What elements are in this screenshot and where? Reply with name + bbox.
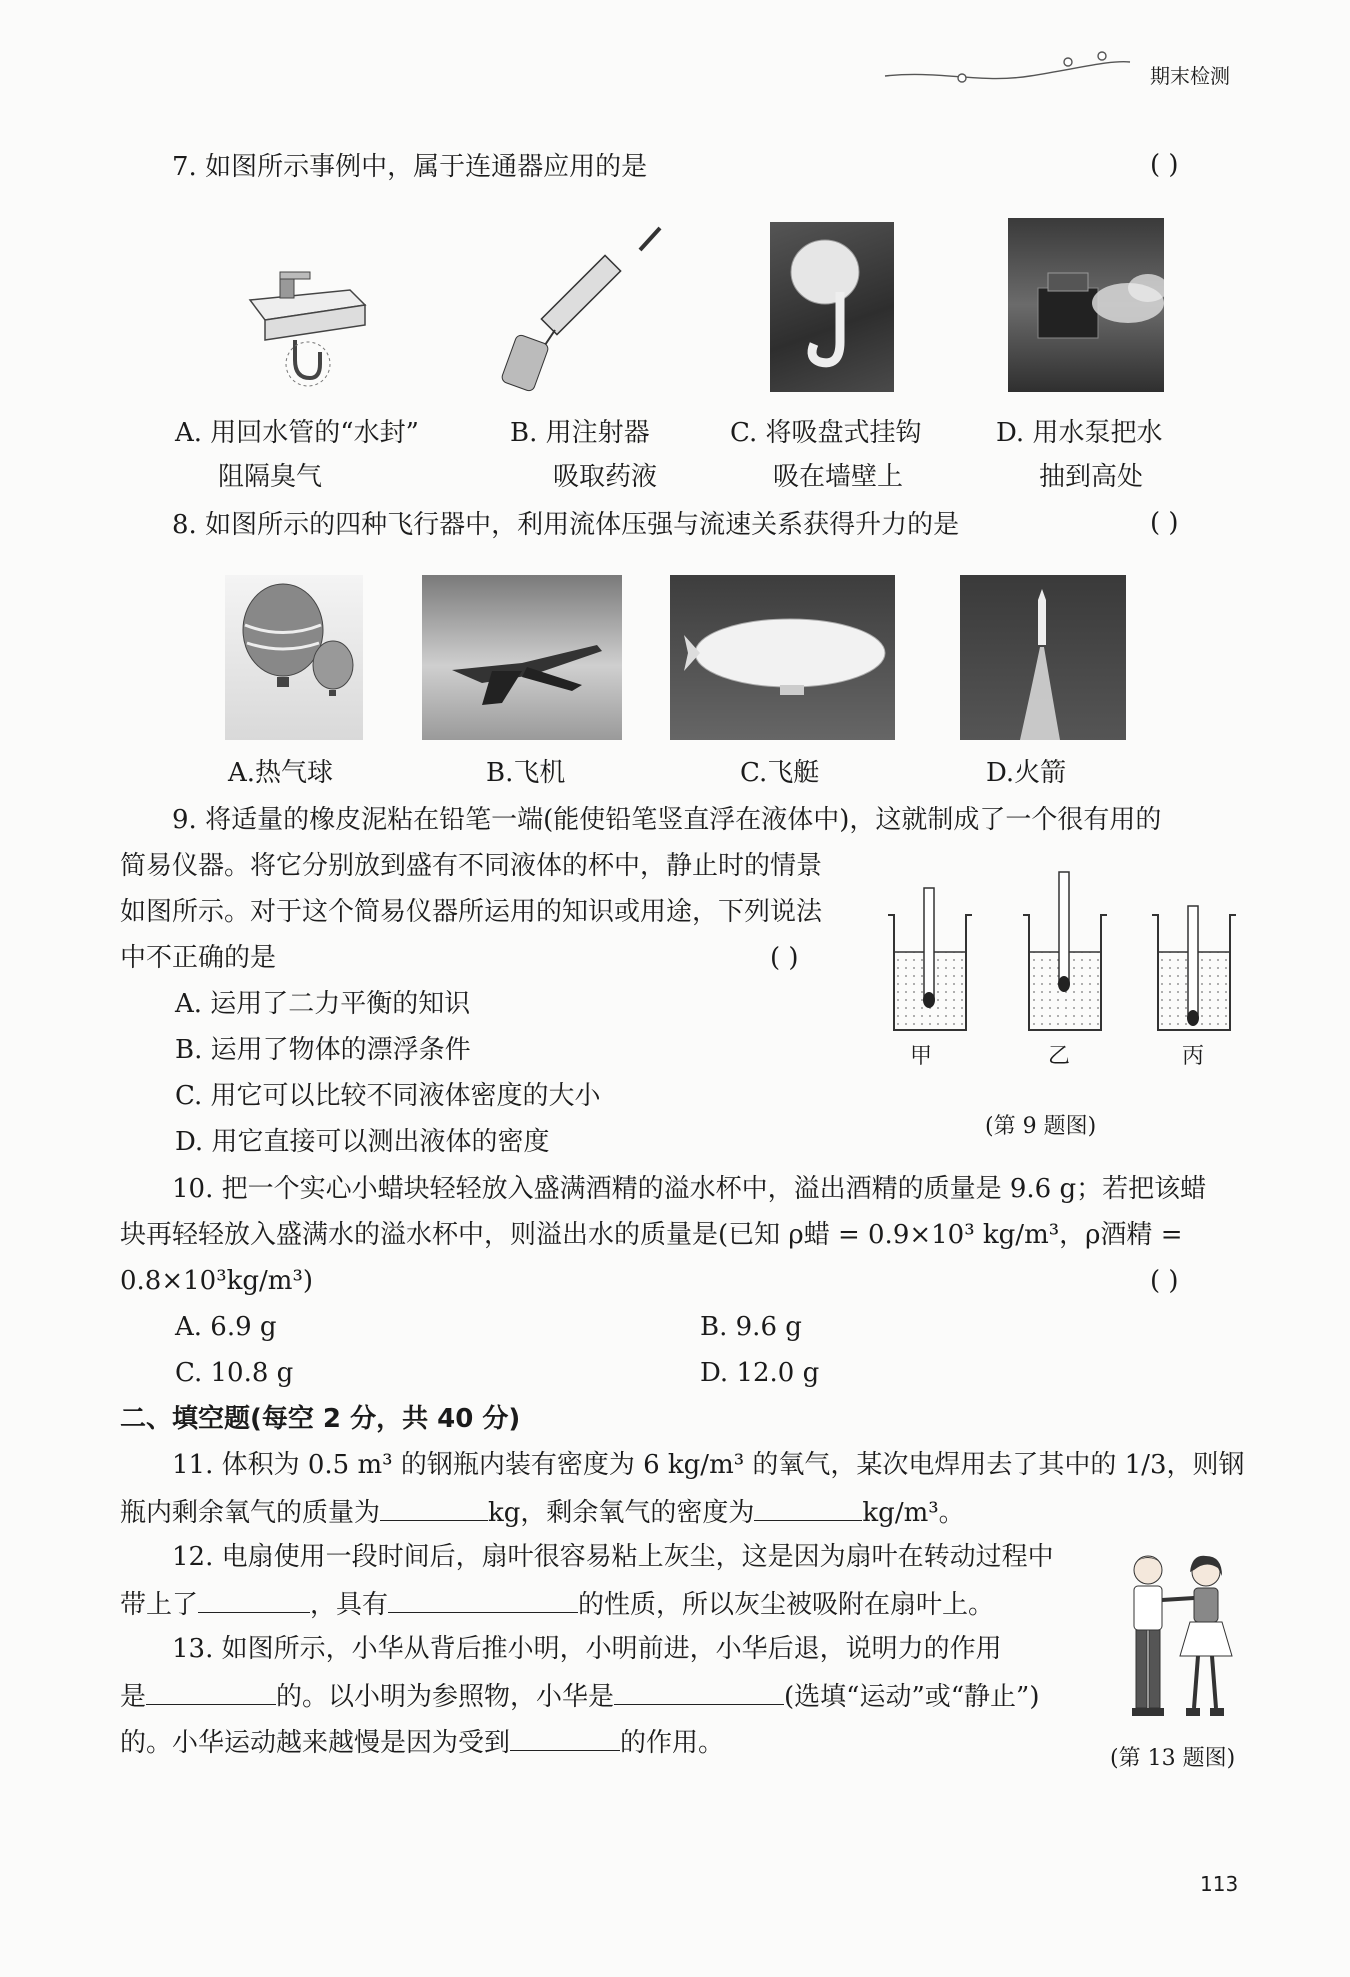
q10-stem-line3: 0.8×10³kg/m³) — [120, 1266, 314, 1296]
q13-children-figure — [1110, 1548, 1250, 1738]
hot-air-balloon-icon — [225, 575, 363, 740]
q8-option-c: C.飞艇 — [740, 758, 820, 788]
q13-line2 — [120, 1678, 1040, 1714]
q9-beakers-figure — [880, 870, 1240, 1040]
q9-figure-label-jia: 甲 — [910, 1044, 933, 1069]
section-header-title: 期末检测 — [1150, 64, 1230, 88]
q9-figure-label-yi: 乙 — [1048, 1044, 1071, 1069]
q8-option-d: D.火箭 — [986, 758, 1067, 788]
q11-line1: 11. 体积为 0.5 m³ 的钢瓶内装有密度为 6 kg/m³ 的氧气，某次电焊用去了其中的 1/3，则钢 — [172, 1450, 1245, 1480]
q7-stem: 7. 如图所示事例中，属于连通器应用的是 — [172, 152, 648, 182]
q12-text-a: 带上了 — [120, 1590, 199, 1620]
q12-text-b: ，具有 — [310, 1590, 389, 1620]
water-pump-icon — [1008, 218, 1164, 392]
q13-text-d: 的。小华运动越来越慢是因为受到 — [120, 1728, 511, 1758]
q10-option-c: C. 10.8 g — [175, 1358, 294, 1388]
q10-answer-paren: ( ) — [1150, 1266, 1179, 1296]
page-number: 113 — [1200, 1872, 1239, 1896]
q9-stem-line2: 简易仪器。将它分别放到盛有不同液体的杯中，静止时的情景 — [120, 851, 823, 881]
q13-blank-force-nature[interactable] — [146, 1678, 276, 1705]
airship-icon — [670, 575, 895, 740]
q11-text-b: kg，剩余氧气的密度为 — [488, 1498, 755, 1528]
q12-blank-property[interactable] — [388, 1586, 578, 1613]
q7-option-d-line1: D. 用水泵把水 — [996, 418, 1163, 448]
q7-option-a-line2: 阻隔臭气 — [218, 462, 323, 492]
q7-option-b-line1: B. 用注射器 — [510, 418, 650, 448]
q10-option-a: A. 6.9 g — [175, 1312, 277, 1342]
q13-line3 — [120, 1724, 724, 1760]
q11-text-a: 瓶内剩余氧气的质量为 — [120, 1498, 381, 1528]
q9-option-a: A. 运用了二力平衡的知识 — [175, 989, 471, 1019]
sink-trap-icon — [240, 260, 370, 400]
q9-option-b: B. 运用了物体的漂浮条件 — [175, 1035, 471, 1065]
q9-figure-caption: (第 9 题图) — [985, 1114, 1097, 1139]
q9-stem-line1: 9. 将适量的橡皮泥粘在铅笔一端(能使铅笔竖直浮在液体中)，这就制成了一个很有用的 — [172, 805, 1162, 835]
suction-hook-icon — [770, 222, 894, 392]
q8-option-b: B.飞机 — [486, 758, 566, 788]
q9-stem-line4: 中不正确的是 — [120, 943, 277, 973]
q11-line2 — [120, 1494, 965, 1530]
q11-blank-density[interactable] — [754, 1494, 862, 1521]
q7-option-c-line1: C. 将吸盘式挂钩 — [730, 418, 922, 448]
q13-line1: 13. 如图所示，小华从背后推小明，小明前进，小华后退，说明力的作用 — [172, 1634, 1002, 1664]
q11-blank-mass[interactable] — [380, 1494, 488, 1521]
q9-figure-label-bing: 丙 — [1182, 1044, 1205, 1069]
q10-option-b: B. 9.6 g — [700, 1312, 802, 1342]
airplane-icon — [422, 575, 622, 740]
q8-answer-paren: ( ) — [1150, 508, 1179, 538]
q13-text-c: (选填“运动”或“静止”) — [784, 1682, 1040, 1712]
q9-option-d: D. 用它直接可以测出液体的密度 — [175, 1127, 550, 1157]
q13-figure-caption: (第 13 题图) — [1110, 1746, 1236, 1771]
q7-option-d-line2: 抽到高处 — [1039, 462, 1144, 492]
q10-stem-line1: 10. 把一个实心小蜡块轻轻放入盛满酒精的溢水杯中，溢出酒精的质量是 9.6 g；若把该蜡 — [172, 1174, 1207, 1204]
section2-title: 二、填空题(每空 2 分，共 40 分) — [120, 1404, 521, 1434]
header-wave-decoration — [880, 40, 1140, 90]
q7-option-a-line1: A. 用回水管的“水封” — [175, 418, 419, 448]
q12-blank-charge[interactable] — [198, 1586, 310, 1613]
q7-answer-paren: ( ) — [1150, 150, 1179, 180]
q13-text-b: 的。以小明为参照物，小华是 — [276, 1682, 615, 1712]
q8-option-a: A.热气球 — [228, 758, 334, 788]
q12-text-c: 的性质，所以灰尘被吸附在扇叶上。 — [578, 1590, 995, 1620]
q8-stem: 8. 如图所示的四种飞行器中，利用流体压强与流速关系获得升力的是 — [172, 510, 960, 540]
q10-option-d: D. 12.0 g — [700, 1358, 820, 1388]
q12-line2 — [120, 1586, 994, 1622]
q13-blank-motion-state[interactable] — [614, 1678, 784, 1705]
q13-blank-friction[interactable] — [510, 1724, 620, 1751]
q13-text-a: 是 — [120, 1682, 147, 1712]
q7-option-b-line2: 吸取药液 — [553, 462, 658, 492]
rocket-icon — [960, 575, 1126, 740]
q13-text-e: 的作用。 — [620, 1728, 725, 1758]
q12-line1: 12. 电扇使用一段时间后，扇叶很容易粘上灰尘，这是因为扇叶在转动过程中 — [172, 1542, 1054, 1572]
syringe-icon — [490, 220, 670, 400]
q7-option-c-line2: 吸在墙壁上 — [773, 462, 904, 492]
q9-stem-line3: 如图所示。对于这个简易仪器所运用的知识或用途，下列说法 — [120, 897, 823, 927]
q9-option-c: C. 用它可以比较不同液体密度的大小 — [175, 1081, 601, 1111]
q11-text-c: kg/m³。 — [862, 1498, 965, 1528]
q9-answer-paren: ( ) — [770, 943, 799, 973]
q10-stem-line2: 块再轻轻放入盛满水的溢水杯中，则溢出水的质量是(已知 ρ蜡 = 0.9×10³ kg/m³，ρ酒精 = — [120, 1220, 1183, 1250]
